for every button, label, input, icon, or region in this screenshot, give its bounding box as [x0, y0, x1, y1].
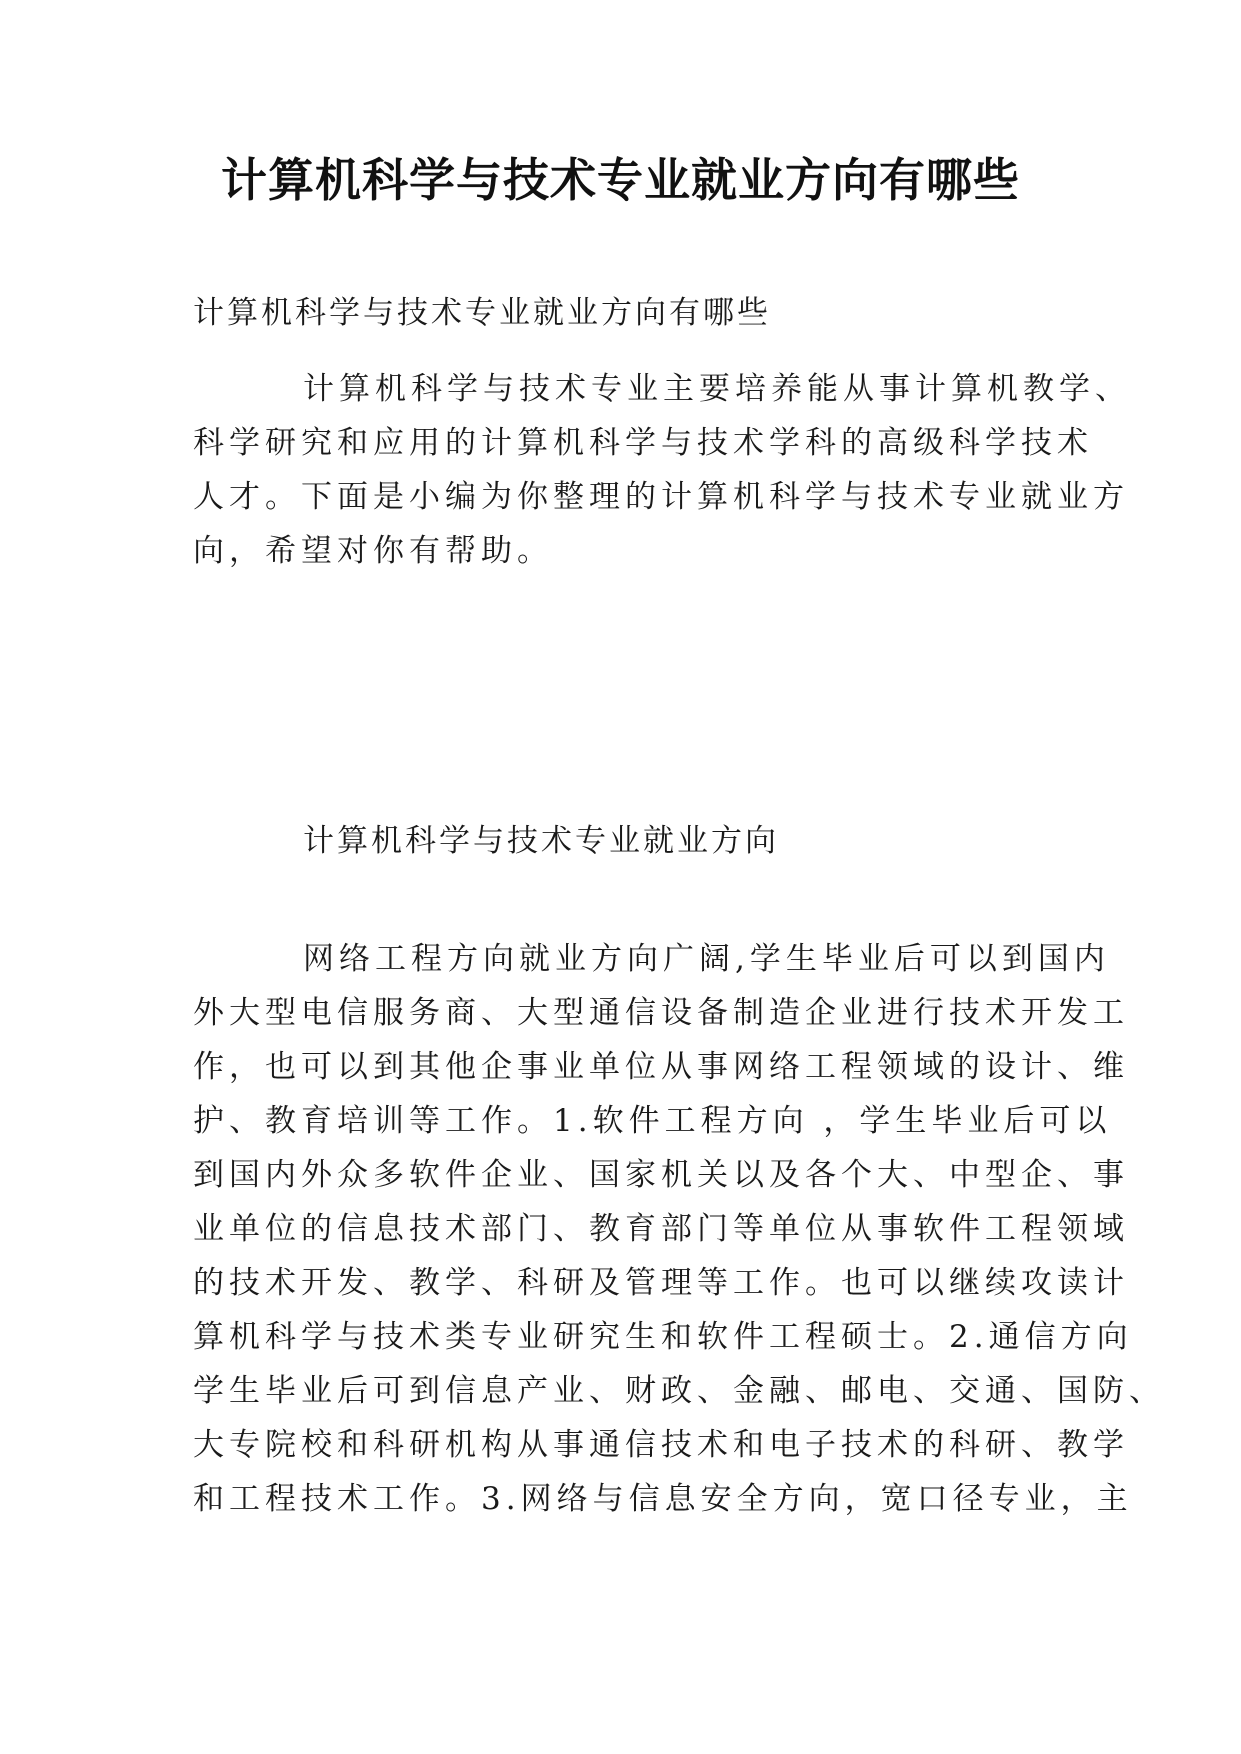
body-line: 算机科学与技术类专业研究生和软件工程硕士。2.通信方向	[193, 1319, 1133, 1355]
body-line: 护、教育培训等工作。1.软件工程方向 ，学生毕业后可以	[193, 1103, 1112, 1139]
intro-line: 计算机科学与技术专业主要培养能从事计算机教学、	[303, 371, 1131, 407]
body-line: 的技术开发、教学、科研及管理等工作。也可以继续攻读计	[193, 1265, 1129, 1301]
body-line: 大专院校和科研机构从事通信技术和电子技术的科研、教学	[193, 1427, 1129, 1463]
body-line: 网络工程方向就业方向广阔,学生毕业后可以到国内	[303, 941, 1110, 977]
intro-line: 向，希望对你有帮助。	[193, 533, 553, 569]
document-title: 计算机科学与技术专业就业方向有哪些	[221, 153, 1020, 207]
intro-line: 科学研究和应用的计算机科学与技术学科的高级科学技术	[193, 425, 1093, 461]
body-line: 学生毕业后可到信息产业、财政、金融、邮电、交通、国防、	[193, 1373, 1165, 1409]
document-subtitle: 计算机科学与技术专业就业方向有哪些	[193, 295, 771, 331]
body-line: 作，也可以到其他企事业单位从事网络工程领域的设计、维	[193, 1049, 1129, 1085]
body-line: 到国内外众多软件企业、国家机关以及各个大、中型企、事	[193, 1157, 1129, 1193]
intro-line: 人才。下面是小编为你整理的计算机科学与技术专业就业方	[193, 479, 1129, 515]
body-line: 和工程技术工作。3.网络与信息安全方向，宽口径专业，主	[193, 1481, 1133, 1517]
body-line: 外大型电信服务商、大型通信设备制造企业进行技术开发工	[193, 995, 1129, 1031]
body-line: 业单位的信息技术部门、教育部门等单位从事软件工程领域	[193, 1211, 1129, 1247]
section-heading: 计算机科学与技术专业就业方向	[303, 823, 779, 859]
